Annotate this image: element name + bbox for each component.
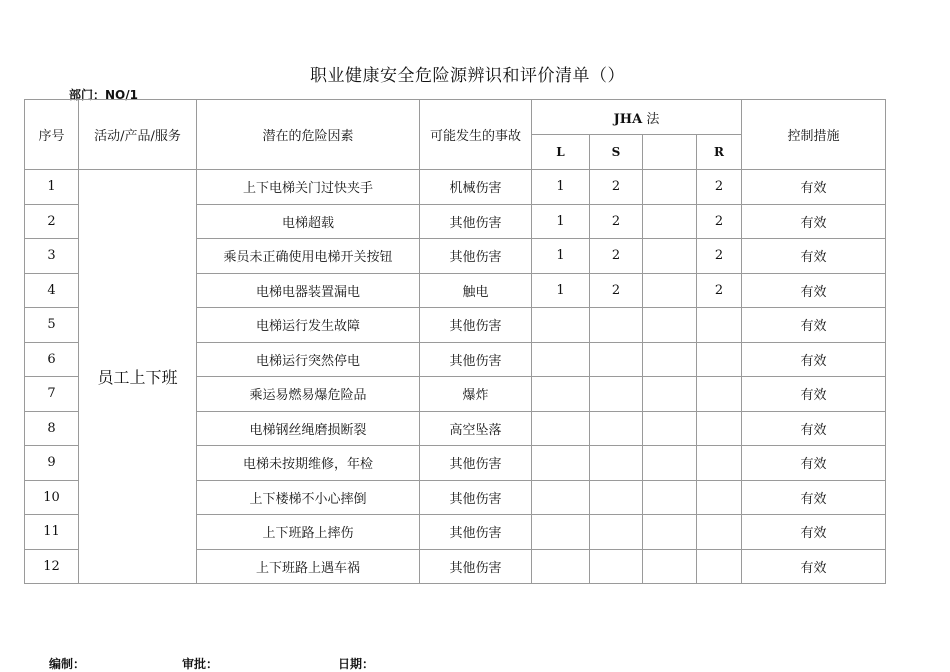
cell-r: 2 <box>697 273 742 308</box>
cell-r: 2 <box>697 239 742 274</box>
cell-control: 有效 <box>742 377 886 412</box>
table-row <box>25 170 886 205</box>
header-blank <box>643 135 697 170</box>
cell-hazard: 乘运易燃易爆危险品 <box>197 377 420 412</box>
cell-r <box>697 480 742 515</box>
cell-r <box>697 377 742 412</box>
cell-accident: 其他伤害 <box>420 342 532 377</box>
cell-l <box>532 446 590 481</box>
cell-blank <box>643 446 697 481</box>
cell-l: 1 <box>532 239 590 274</box>
document-title: 职业健康安全危险源辨识和评价清单（） <box>310 66 625 86</box>
cell-blank <box>643 308 697 343</box>
cell-seq: 5 <box>25 308 79 343</box>
cell-l: 1 <box>532 170 590 205</box>
cell-hazard: 上下电梯关门过快夹手 <box>197 170 420 205</box>
cell-seq: 1 <box>25 170 79 205</box>
cell-blank <box>643 515 697 550</box>
cell-blank <box>643 204 697 239</box>
header-control: 控制措施 <box>742 100 886 170</box>
cell-r <box>697 515 742 550</box>
cell-l: 1 <box>532 204 590 239</box>
cell-control: 有效 <box>742 170 886 205</box>
cell-l <box>532 308 590 343</box>
cell-s: 2 <box>590 273 643 308</box>
cell-s <box>590 308 643 343</box>
cell-s <box>590 515 643 550</box>
cell-s <box>590 411 643 446</box>
cell-s: 2 <box>590 170 643 205</box>
cell-hazard: 电梯未按期维修，年检 <box>197 446 420 481</box>
cell-seq: 12 <box>25 549 79 584</box>
cell-seq: 11 <box>25 515 79 550</box>
cell-accident: 机械伤害 <box>420 170 532 205</box>
cell-accident: 其他伤害 <box>420 515 532 550</box>
cell-accident: 其他伤害 <box>420 480 532 515</box>
cell-hazard: 上下班路上摔伤 <box>197 515 420 550</box>
cell-r <box>697 411 742 446</box>
cell-accident: 高空坠落 <box>420 411 532 446</box>
header-activity: 活动/产品/服务 <box>79 100 197 170</box>
cell-blank <box>643 239 697 274</box>
cell-blank <box>643 411 697 446</box>
header-s: S <box>590 135 643 170</box>
header-l: L <box>532 135 590 170</box>
cell-l <box>532 549 590 584</box>
cell-l <box>532 480 590 515</box>
cell-seq: 9 <box>25 446 79 481</box>
cell-hazard: 电梯电器装置漏电 <box>197 273 420 308</box>
cell-accident: 爆炸 <box>420 377 532 412</box>
cell-l <box>532 377 590 412</box>
cell-s: 2 <box>590 204 643 239</box>
cell-accident: 其他伤害 <box>420 549 532 584</box>
header-hazard: 潜在的危险因素 <box>197 100 420 170</box>
cell-r <box>697 549 742 584</box>
header-accident: 可能发生的事故 <box>420 100 532 170</box>
footer-editor: 编制： <box>49 657 86 671</box>
cell-l <box>532 342 590 377</box>
header-jha-suffix: 法 <box>646 111 660 127</box>
cell-control: 有效 <box>742 446 886 481</box>
cell-hazard: 电梯钢丝绳磨损断裂 <box>197 411 420 446</box>
cell-control: 有效 <box>742 411 886 446</box>
cell-seq: 4 <box>25 273 79 308</box>
cell-r <box>697 446 742 481</box>
cell-control: 有效 <box>742 204 886 239</box>
cell-l <box>532 411 590 446</box>
cell-s <box>590 480 643 515</box>
cell-r <box>697 342 742 377</box>
activity-cell: 员工上下班 <box>79 170 197 584</box>
cell-hazard: 上下班路上遇车祸 <box>197 549 420 584</box>
cell-r: 2 <box>697 170 742 205</box>
cell-l: 1 <box>532 273 590 308</box>
cell-s: 2 <box>590 239 643 274</box>
cell-control: 有效 <box>742 515 886 550</box>
header-r: R <box>697 135 742 170</box>
cell-r: 2 <box>697 204 742 239</box>
cell-blank <box>643 549 697 584</box>
cell-l <box>532 515 590 550</box>
cell-r <box>697 308 742 343</box>
cell-blank <box>643 273 697 308</box>
cell-hazard: 电梯超载 <box>197 204 420 239</box>
cell-accident: 触电 <box>420 273 532 308</box>
cell-control: 有效 <box>742 480 886 515</box>
cell-s <box>590 342 643 377</box>
cell-accident: 其他伤害 <box>420 239 532 274</box>
cell-hazard: 电梯运行发生故障 <box>197 308 420 343</box>
cell-control: 有效 <box>742 273 886 308</box>
footer-approver: 审批： <box>182 657 219 671</box>
cell-accident: 其他伤害 <box>420 204 532 239</box>
cell-control: 有效 <box>742 549 886 584</box>
cell-control: 有效 <box>742 342 886 377</box>
cell-blank <box>643 377 697 412</box>
cell-s <box>590 549 643 584</box>
hazard-table <box>24 99 886 584</box>
table-body <box>25 170 886 584</box>
header-jha <box>532 100 742 135</box>
cell-s <box>590 446 643 481</box>
cell-blank <box>643 480 697 515</box>
cell-seq: 2 <box>25 204 79 239</box>
cell-hazard: 乘员未正确使用电梯开关按钮 <box>197 239 420 274</box>
cell-blank <box>643 170 697 205</box>
cell-accident: 其他伤害 <box>420 308 532 343</box>
department-label: 部门：NO/1 <box>69 88 138 102</box>
cell-control: 有效 <box>742 239 886 274</box>
cell-s <box>590 377 643 412</box>
cell-seq: 6 <box>25 342 79 377</box>
cell-seq: 8 <box>25 411 79 446</box>
cell-hazard: 电梯运行突然停电 <box>197 342 420 377</box>
header-jha-label: JHA <box>613 111 643 127</box>
cell-seq: 3 <box>25 239 79 274</box>
cell-control: 有效 <box>742 308 886 343</box>
cell-seq: 7 <box>25 377 79 412</box>
cell-seq: 10 <box>25 480 79 515</box>
cell-blank <box>643 342 697 377</box>
footer-date: 日期： <box>338 657 375 671</box>
cell-hazard: 上下楼梯不小心摔倒 <box>197 480 420 515</box>
header-seq: 序号 <box>25 100 79 170</box>
cell-accident: 其他伤害 <box>420 446 532 481</box>
